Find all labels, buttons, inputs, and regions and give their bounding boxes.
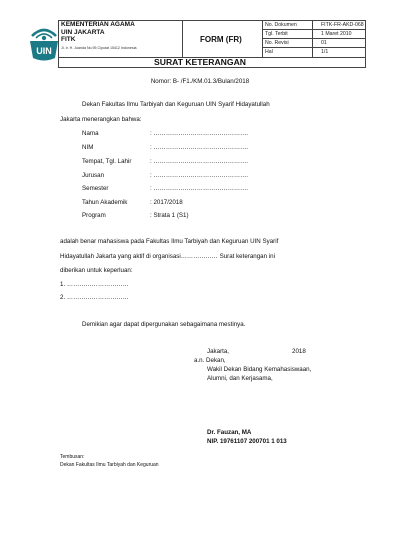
meta-sep: :: [312, 39, 314, 46]
signer-nip: NIP. 19761107 200701 1 013: [207, 438, 287, 445]
sign-year: 2018: [292, 348, 306, 355]
meta-sep: :: [312, 21, 314, 28]
statement-paragraph: adalah benar mahasiswa pada Fakultas Ilmu Tarbiyah dan Keguruan UIN Syarif: [60, 238, 279, 245]
field-value: : ……………………………………….: [150, 130, 248, 137]
letter-number: Nomor: B- /F1./KM.01.3/Bulan/2018: [150, 78, 250, 85]
form-title: FORM (FR): [200, 35, 242, 44]
sign-an: a.n. Dekan,: [194, 357, 226, 364]
field-value: : ……………………………………….: [150, 144, 248, 151]
cc-item: Dekan Fakultas Ilmu Tarbiyah dan Keguruan: [60, 462, 159, 468]
purpose-item: 1. …………………………: [60, 281, 129, 288]
sign-place: Jakarta,: [207, 348, 230, 355]
signer-name: Dr. Fauzan, MA: [207, 429, 252, 436]
field-label: NIM: [82, 144, 94, 151]
field-label: Jurusan: [82, 172, 105, 179]
meta-value: 1/1: [321, 48, 329, 55]
field-value: : 2017/2018: [150, 199, 183, 206]
cc-label: Tembusan:: [60, 454, 85, 460]
signer-role: Alumni, dan Kerjasama,: [207, 375, 273, 382]
institution-line: FITK: [61, 36, 76, 43]
divider: [182, 21, 183, 57]
meta-label: No. Dokumen: [265, 21, 297, 28]
field-label: Program: [82, 212, 106, 219]
statement-paragraph: diberikan untuk keperluan:: [60, 267, 133, 274]
field-label: Nama: [82, 130, 99, 137]
document-title: SURAT KETERANGAN: [154, 57, 246, 67]
institution-line: UIN JAKARTA: [61, 28, 105, 36]
meta-label: Tgl. Terbit: [265, 30, 288, 37]
purpose-item: 2. …………………………: [60, 294, 129, 301]
field-value: : ……………………………………….: [150, 185, 248, 192]
field-label: Tempat, Tgl. Lahir: [82, 158, 132, 165]
institution-line: KEMENTERIAN AGAMA: [61, 21, 135, 28]
closing-paragraph: Demikian agar dapat dipergunakan sebagaimana mestinya.: [82, 321, 246, 328]
signer-role: Wakil Dekan Bidang Kemahasiswaan,: [207, 366, 312, 373]
opening-paragraph: Dekan Fakultas Ilmu Tarbiyah dan Keguruan UIN Syarif Hidayatullah: [82, 101, 270, 108]
field-label: Tahun Akademik: [82, 199, 128, 206]
opening-paragraph: Jakarta menerangkan bahwa:: [60, 116, 142, 123]
meta-value: FITK-FR-AKD-068: [321, 21, 364, 28]
field-value: : ……………………………………….: [150, 158, 248, 165]
divider: [262, 21, 263, 57]
field-value: : Strata 1 (S1): [150, 212, 189, 219]
meta-sep: :: [312, 30, 314, 37]
meta-value: 01: [321, 39, 327, 46]
meta-label: Hal: [265, 48, 273, 55]
divider: [262, 47, 365, 48]
meta-label: No. Revisi: [265, 39, 289, 46]
logo-text: UIN: [36, 46, 52, 56]
field-value: : ……………………………………….: [150, 172, 248, 179]
institution-address: Jl. Ir. H. Juanda No.95 Ciputat 15412 Indonesia: [61, 46, 137, 50]
field-label: Semester: [82, 185, 109, 192]
meta-sep: :: [312, 48, 314, 55]
meta-value: 1 Maret 2010: [321, 30, 352, 37]
statement-paragraph: Hidayatullah Jakarta yang aktif di organisasi……………… Surat keterangan ini: [60, 253, 275, 260]
